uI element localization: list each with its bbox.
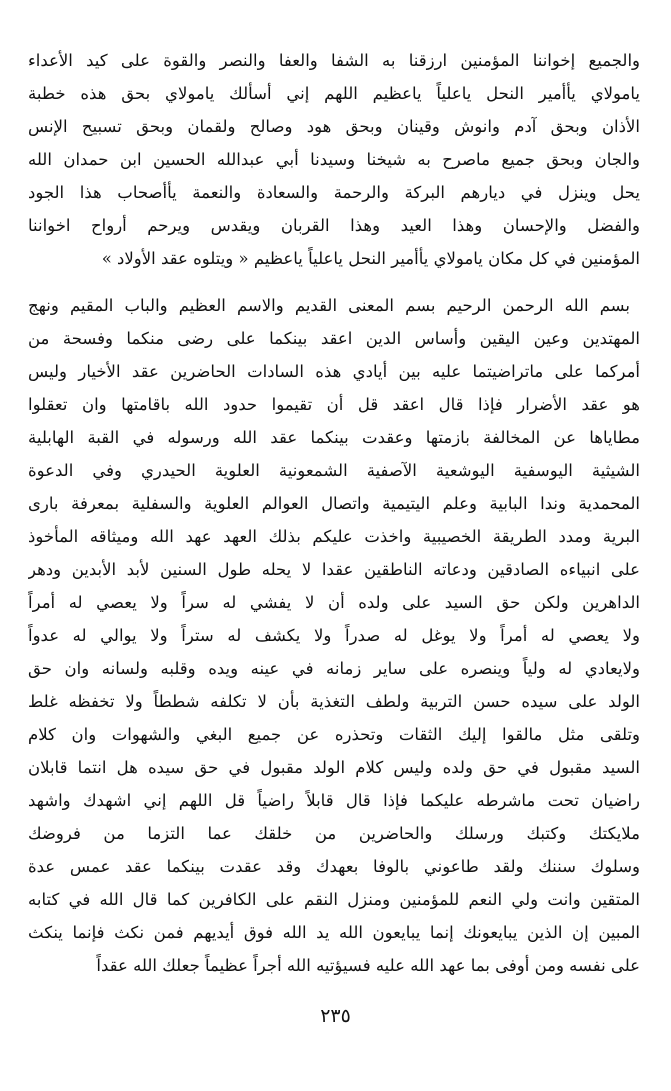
text-line: يحل وينزل في ديارهم البركة والرحمة والسعادة والنعمة يأأصحاب هذا الجود xyxy=(28,183,640,202)
text-line: على انبياءه الصادقين ودعاته الناطقين عقدا لا يحله طول السنين لأبد الأبدين ودهر xyxy=(28,560,640,579)
text-line: والجميع إخواننا المؤمنين ارزقنا به الشفا والعفا والنصر والقوة على كيد الأعداء xyxy=(28,51,640,70)
text-line: هو عقد الأضرار فإذا قال اعقد قل أن تقيموا حدود الله باقامتها وان تعقلوا xyxy=(28,395,640,414)
text-line: المؤمنين في كل مكان يامولاي يأأمير النحل ياعلياً ياعظيم « ويتلوه عقد الأولاد » xyxy=(101,249,640,268)
text-line: الولد على سيده حسن التربية ولطف التغذية بأن لا تكلفه شططاً ولا تخفظه غلط xyxy=(28,692,640,711)
text-line: السيد مقبول في حق ولده وليس كلام الولد مقبول في حق سيده هل انتما قابلان xyxy=(28,758,640,777)
text-line: ولا يعصي له أمراً ولا يوغل له صدراً ولا يكشف له ستراً ولا يوالي له عدواً xyxy=(28,626,640,645)
text-line: ولايعادي له ولياً وينصره على ساير زمانه في عينه ويده وقلبه ولسانه وان حق xyxy=(28,659,640,678)
text-line: الأذان وبحق آدم وانوش وقينان وبحق هود وصالح ولقمان وبحق تسبيح الإنس xyxy=(28,117,640,136)
page-number: ٢٣٥ xyxy=(320,1005,351,1027)
text-line: يامولاي يأأمير النحل ياعلياً ياعظيم اللهم إني أسألك يامولاي بحق هذه خطبة xyxy=(28,84,640,103)
text-line: وسلوك سننك ولقد طاعوني بالوفا بعهدك وقد عقدت بينكما عقد عمس عدة xyxy=(28,857,640,876)
document-page xyxy=(28,44,640,982)
text-line: وتلقى مثل مالقوا إليك الثقات وتحذره عن جميع البغي والشهوات وان كلام xyxy=(28,725,640,744)
text-line: على نفسه ومن أوفى بما عهد الله عليه فسيؤتيه الله أجراً عظيماً جعلك الله عقداً xyxy=(96,956,640,975)
text-line: ملايكتك وكتبك ورسلك والحاضرين من خلقك عما التزما من فروضك xyxy=(28,824,640,843)
paragraph-contract-text xyxy=(28,289,640,982)
text-line: الشيثية اليوسفية اليوشعية الآصفية الشمعونية العلوية الحيدري وفي الدعوة xyxy=(28,461,640,480)
text-line: المتقين وانت ولي النعم للمؤمنين ومنزل النقم على الكافرين كما قال الله في كتابه xyxy=(28,890,640,909)
text-line: البرية ومدد الطريقة الخصيبية واخذت عليكم بذلك العهد عهد الله وميثاقه المأخوذ xyxy=(28,527,640,546)
text-line: المهتدين وعين اليقين وأساس الدين اعقد بينكما على رضى منكما وفسحة من xyxy=(28,329,640,348)
text-line: والجان وبحق جميع ماصرح به شيخنا وسيدنا أبي عبدالله الحسين ابن حمدان الله xyxy=(28,150,640,169)
text-line: المبين إن الذين يبايعونك إنما يبايعون الله يد الله فوق أيديهم فمن نكث فإنما ينكث xyxy=(28,923,640,942)
text-line: راضيان تحت ماشرطه عليكما فإذا قال قابلاً راضياً قل اللهم إني اشهدك واشهد xyxy=(28,791,640,810)
text-line: المحمدية وندا البابية وعلم اليتيمية واتصال العوالم العلوية والسفلية بمعرفة بارى xyxy=(28,494,640,513)
text-line: مطاياها عن المخالفة بازمتها وعقدت بينكما عقد الله ورسوله في القبة الهابلية xyxy=(28,428,640,447)
text-line: الداهرين ولكن حق السيد على ولده أن لا يفشي له سراً ولا يعصي له أمراً xyxy=(28,593,640,612)
text-line: أمركما على ماتراضيتما عليه بين أيادي هذه السادات الحاضرين عقد الأخيار وليس xyxy=(28,362,640,381)
text-line: والفضل والإحسان وهذا العيد وهذا القربان ويقدس ويرحم أرواح اخواننا xyxy=(28,216,640,235)
paragraph-prayer-closing xyxy=(28,44,640,275)
text-line: بسم الله الرحمن الرحيم بسم المعنى القديم والاسم العظيم والباب المقيم ونهج xyxy=(28,296,630,315)
